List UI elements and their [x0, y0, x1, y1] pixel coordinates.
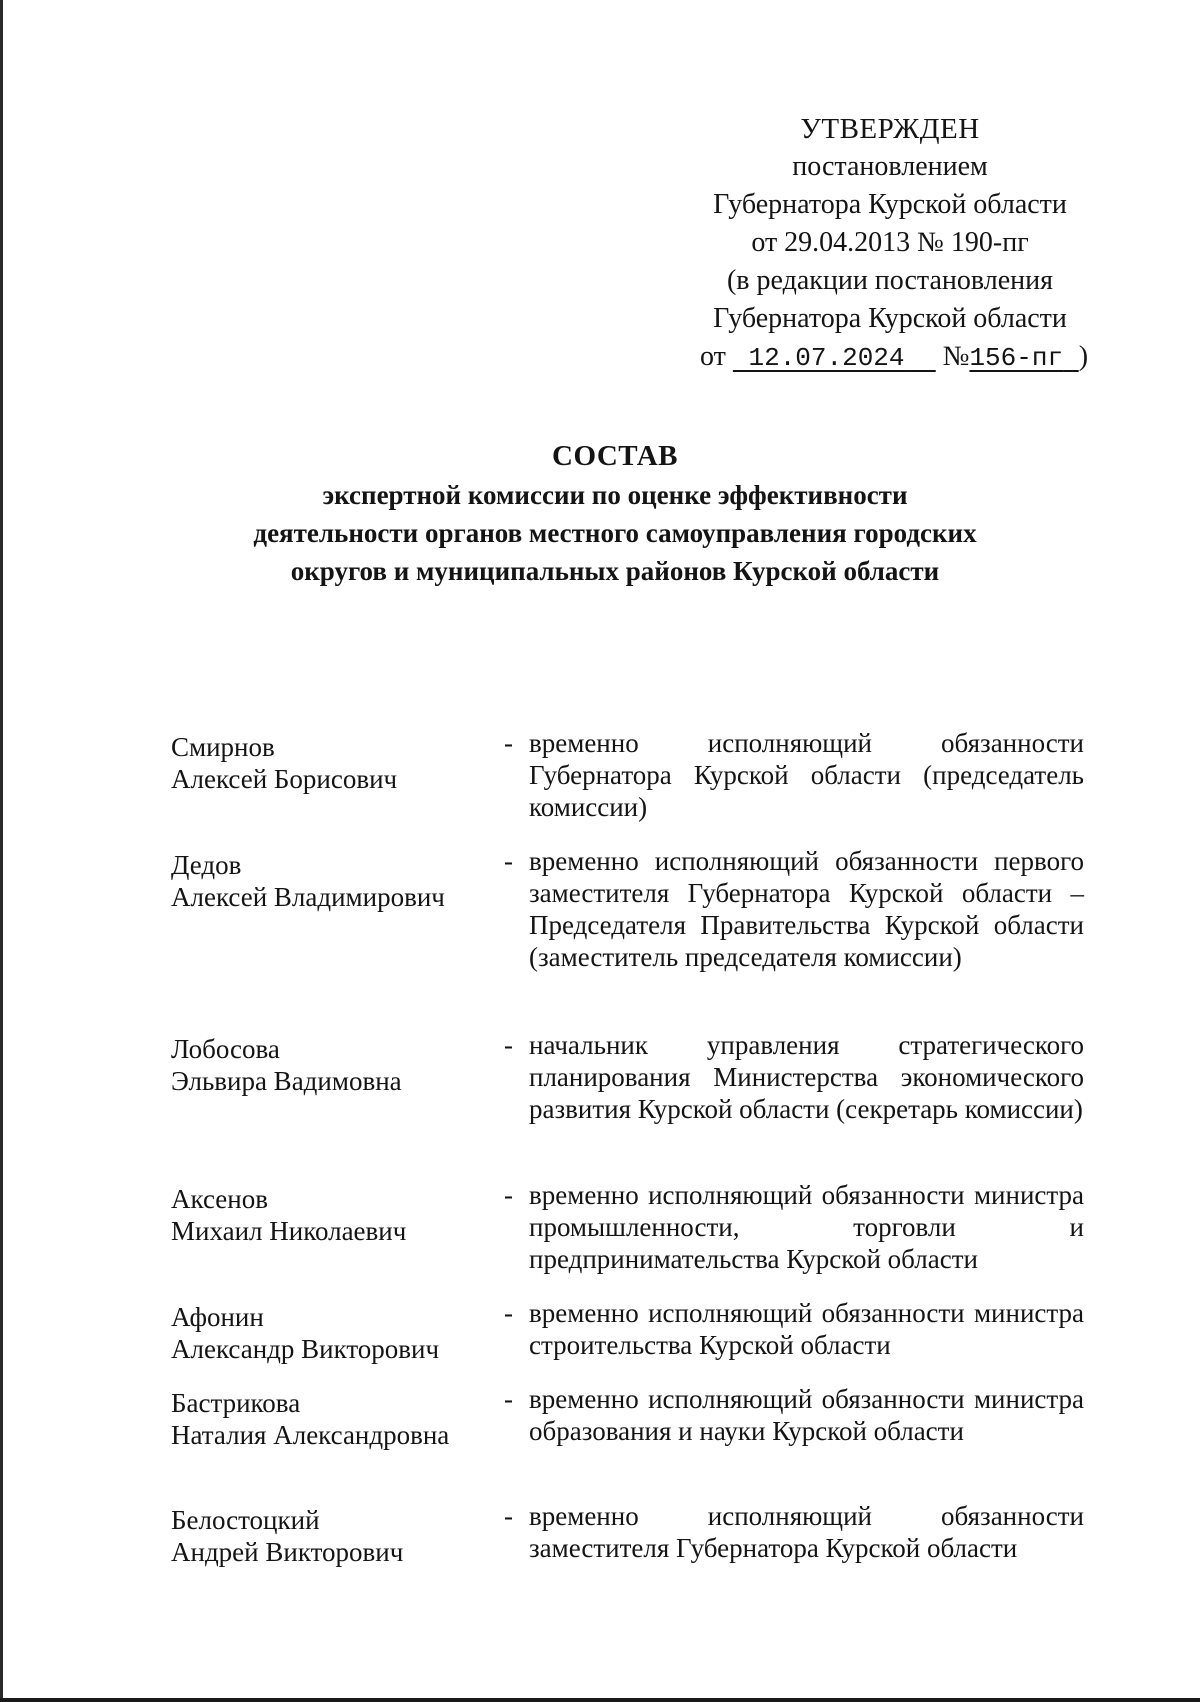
- amendment-number: 156-пг: [969, 343, 1064, 373]
- member-name: Аксенов Михаил Николаевич: [171, 1184, 407, 1246]
- member-name: Смирнов Алексей Борисович: [171, 732, 398, 794]
- scan-edge-left: [0, 0, 3, 1702]
- member-entry: [171, 1179, 1091, 1297]
- member-name: Лобосова Эльвира Вадимовна: [171, 1034, 402, 1096]
- number-prefix: №: [942, 341, 970, 372]
- approval-line: (в редакции постановления: [726, 265, 1054, 296]
- approval-line: от 29.04.2013 № 190-пг: [751, 227, 1029, 258]
- member-entry: [171, 1029, 1091, 1179]
- amendment-date: 12.07.2024: [748, 343, 905, 373]
- approval-line: Губернатора Курской области: [713, 189, 1067, 220]
- member-role: временно исполняющий обязанности первого заместителя Губернатора Курской области – Председателя Правительства Курской области (заместитель председателя комиссии): [529, 846, 1084, 972]
- member-role: начальник управления стратегического планирования Министерства экономического развития Курской области (секретарь комиссии): [529, 1030, 1084, 1124]
- member-dash: -: [504, 1501, 513, 1531]
- member-name: Белостоцкий Андрей Викторович: [171, 1505, 404, 1567]
- member-name: Бастрикова Наталия Александровна: [171, 1388, 450, 1450]
- document-title: СОСТАВ: [552, 440, 678, 472]
- member-entry: [171, 1297, 1091, 1383]
- amendment-date-line: [700, 338, 1089, 377]
- member-role: временно исполняющий обязанности Губернатора Курской области (председатель комиссии): [529, 728, 1084, 822]
- document-subtitle-line: экспертной комиссии по оценке эффективности: [322, 480, 908, 510]
- member-role: временно исполняющий обязанности заместителя Губернатора Курской области: [529, 1501, 1084, 1563]
- approval-line: Губернатора Курской области: [713, 303, 1067, 334]
- document-subtitle-line: округов и муниципальных районов Курской области: [290, 556, 940, 586]
- document-subtitle-line: деятельности органов местного самоуправления городских: [253, 518, 977, 548]
- member-entry: [171, 1500, 1091, 1586]
- document-title-block: [150, 436, 1080, 590]
- member-name: Афонин Александр Викторович: [171, 1302, 440, 1364]
- member-entry: [171, 845, 1091, 1029]
- scan-edge-bottom: [0, 1698, 1200, 1702]
- member-name: Дедов Алексей Владимирович: [171, 850, 445, 912]
- member-role: временно исполняющий обязанности министра промышленности, торговли и предпринимательства Курской области: [529, 1180, 1084, 1274]
- member-dash: -: [504, 1384, 513, 1414]
- member-dash: -: [504, 1030, 513, 1060]
- member-entry: [171, 1383, 1091, 1500]
- commission-members-list: [171, 727, 1091, 1586]
- date-prefix: от: [700, 341, 726, 372]
- approval-line: постановлением: [792, 151, 988, 182]
- member-dash: -: [504, 728, 513, 758]
- member-role: временно исполняющий обязанности министра образования и науки Курской области: [529, 1384, 1084, 1446]
- member-entry: [171, 727, 1091, 845]
- member-dash: -: [504, 1180, 513, 1210]
- approval-block: [700, 110, 1089, 377]
- closing-paren: ): [1078, 341, 1089, 372]
- member-dash: -: [504, 846, 513, 876]
- member-dash: -: [504, 1298, 513, 1328]
- member-role: временно исполняющий обязанности министра строительства Курской области: [529, 1298, 1084, 1360]
- approval-heading: УТВЕРЖДЕН: [800, 113, 980, 145]
